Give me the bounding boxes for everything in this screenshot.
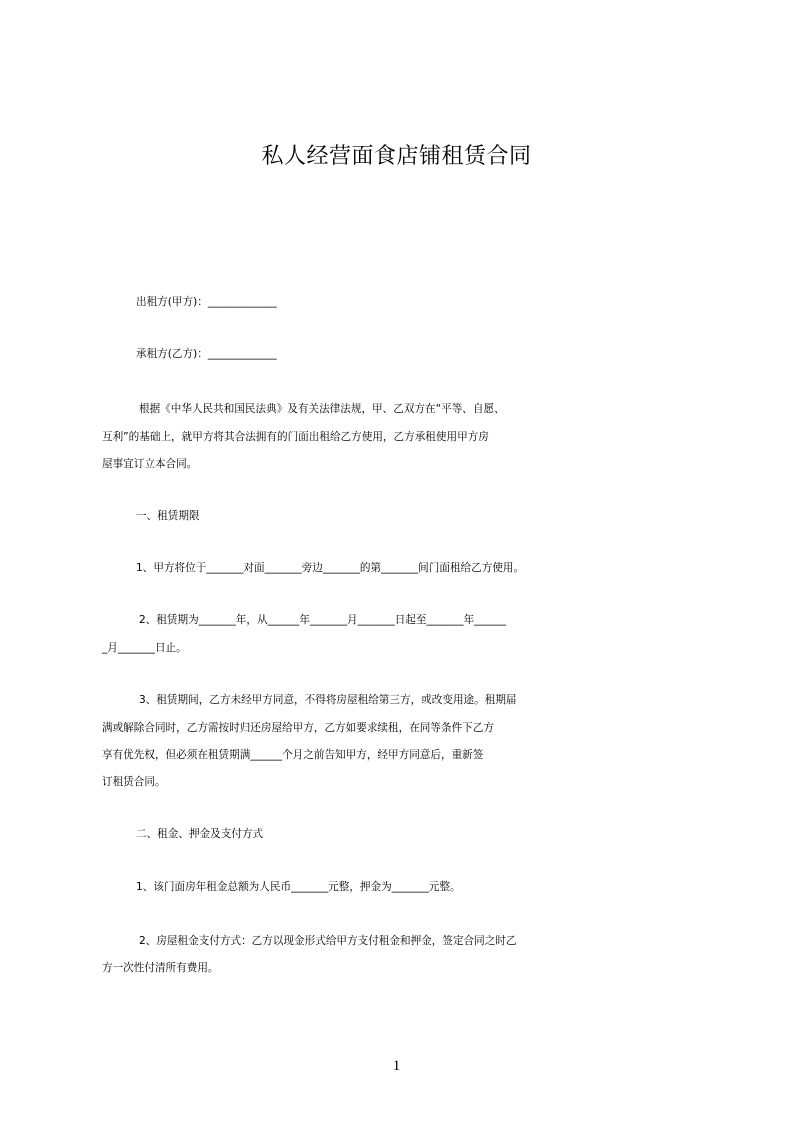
section-2-clause-2-line-1: 2、房屋租金支付方式：乙方以现金形式给甲方支付租金和押金，签定合同之时乙 — [139, 935, 517, 947]
section-1-clause-3-line-2: 满或解除合同时，乙方需按时归还房屋给甲方，乙方如要求续租，在同等条件下乙方 — [102, 722, 494, 734]
section-1-clause-3-line-4: 订租赁合同。 — [102, 776, 166, 788]
page-number: 1 — [392, 1058, 401, 1074]
lessor-line: 出租方(甲方)：_____________ — [136, 296, 277, 308]
section-2-heading: 二、租金、押金及支付方式 — [136, 828, 264, 840]
intro-line-2: 互利”的基础上，就甲方将其合法拥有的门面出租给乙方使用，乙方承租使用甲方房 — [102, 431, 489, 443]
section-1-heading: 一、租赁期限 — [136, 510, 200, 522]
intro-line-3: 屋事宜订立本合同。 — [102, 458, 198, 470]
section-2-clause-2-line-2: 方一次性付清所有费用。 — [102, 962, 219, 974]
section-1-clause-2-line-1: 2、租赁期为_______年，从______年_______月_______日起至_______年______ — [139, 614, 506, 626]
section-2-clause-1: 1、该门面房年租金总额为人民币_______元整，押金为_______元整。 — [136, 881, 461, 893]
section-1-clause-3-line-3: 享有优先权，但必须在租赁期满______个月之前告知甲方，经甲方同意后，重新签 — [102, 749, 484, 761]
section-1-clause-1: 1、甲方将位于_______对面_______旁边_______的第_______间门面租给乙方使用。 — [136, 562, 525, 574]
section-1-clause-3-line-1: 3、租赁期间，乙方未经甲方同意，不得将房屋租给第三方，或改变用途。租期届 — [139, 694, 517, 706]
lessee-line: 承租方(乙方)：_____________ — [136, 348, 277, 360]
document-title: 私人经营面食店铺租赁合同 — [261, 144, 532, 169]
section-1-clause-2-line-2: _月_______日止。 — [102, 642, 187, 654]
intro-line-1: 根据《中华人民共和国民法典》及有关法律法规，甲、乙双方在“平等、自愿、 — [139, 403, 505, 415]
